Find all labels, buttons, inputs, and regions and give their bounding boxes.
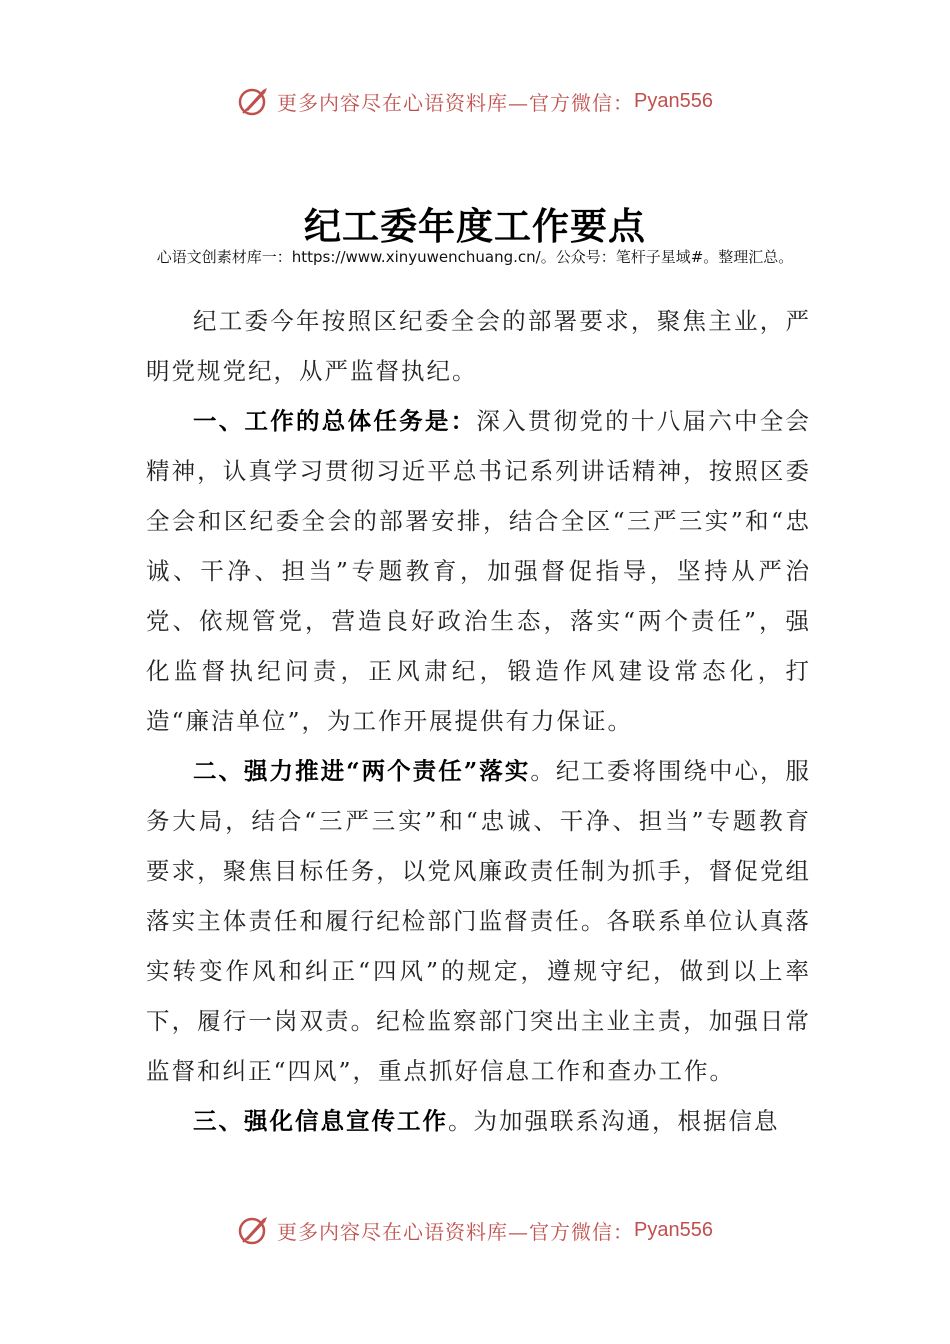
quill-logo-icon (237, 1213, 271, 1247)
banner-text: 更多内容尽在心语资料库—官方微信： (277, 90, 635, 115)
section-heading: 三、强化信息宣传工作 (193, 1107, 448, 1135)
quill-logo-icon (237, 84, 271, 118)
section-text: 深入贯彻党的十八届六中全会精神，认真学习贯彻习近平总书记系列讲话精神，按照区委全会和区纪委全会的部署安排，结合全区“三严三实”和“忠诚、干净、担当”专题教育，加强督促指导，坚持从严治党、依规管党，营造良好政治生态，落实“两个责任”，强化监督执纪问责，正风肃纪，锻造作风建设常态化，打造“廉洁单位”，为工作开展提供有力保证。 (146, 407, 812, 735)
banner-wechat-handle: Pyan556 (634, 1218, 713, 1241)
document-title: 纪工委年度工作要点 (304, 204, 646, 248)
source-line: 心语文创素材库一：https://www.xinyuwenchuang.cn/。公众号：笔杆子星域#。整理汇总。 (156, 248, 794, 266)
section-paragraph (146, 396, 811, 746)
footer-banner (0, 1213, 950, 1247)
section-paragraph (146, 746, 811, 1096)
header-banner (0, 84, 950, 118)
section-paragraph (146, 1096, 811, 1146)
section-text: 。为加强联系沟通，根据信息 (448, 1107, 780, 1135)
banner-wechat-handle: Pyan556 (634, 89, 713, 112)
section-heading: 一、工作的总体任务是： (193, 407, 477, 435)
document-body (146, 296, 811, 1146)
section-heading: 二、强力推进“两个责任”落实 (193, 757, 531, 785)
intro-paragraph: 纪工委今年按照区纪委全会的部署要求，聚焦主业，严明党规党纪，从严监督执纪。 (146, 307, 811, 385)
section-text: 。纪工委将围绕中心，服务大局，结合“三严三实”和“忠诚、干净、担当”专题教育要求，聚焦目标任务，以党风廉政责任制为抓手，督促党组落实主体责任和履行纪检部门监督责任。各联系单位认真落实转变作风和纠正“四风”的规定，遵规守纪，做到以上率下，履行一岗双责。纪检监察部门突出主业主责，加强日常监督和纠正“四风”，重点抓好信息工作和查办工作。 (146, 757, 812, 1085)
banner-text: 更多内容尽在心语资料库—官方微信： (277, 1219, 635, 1244)
